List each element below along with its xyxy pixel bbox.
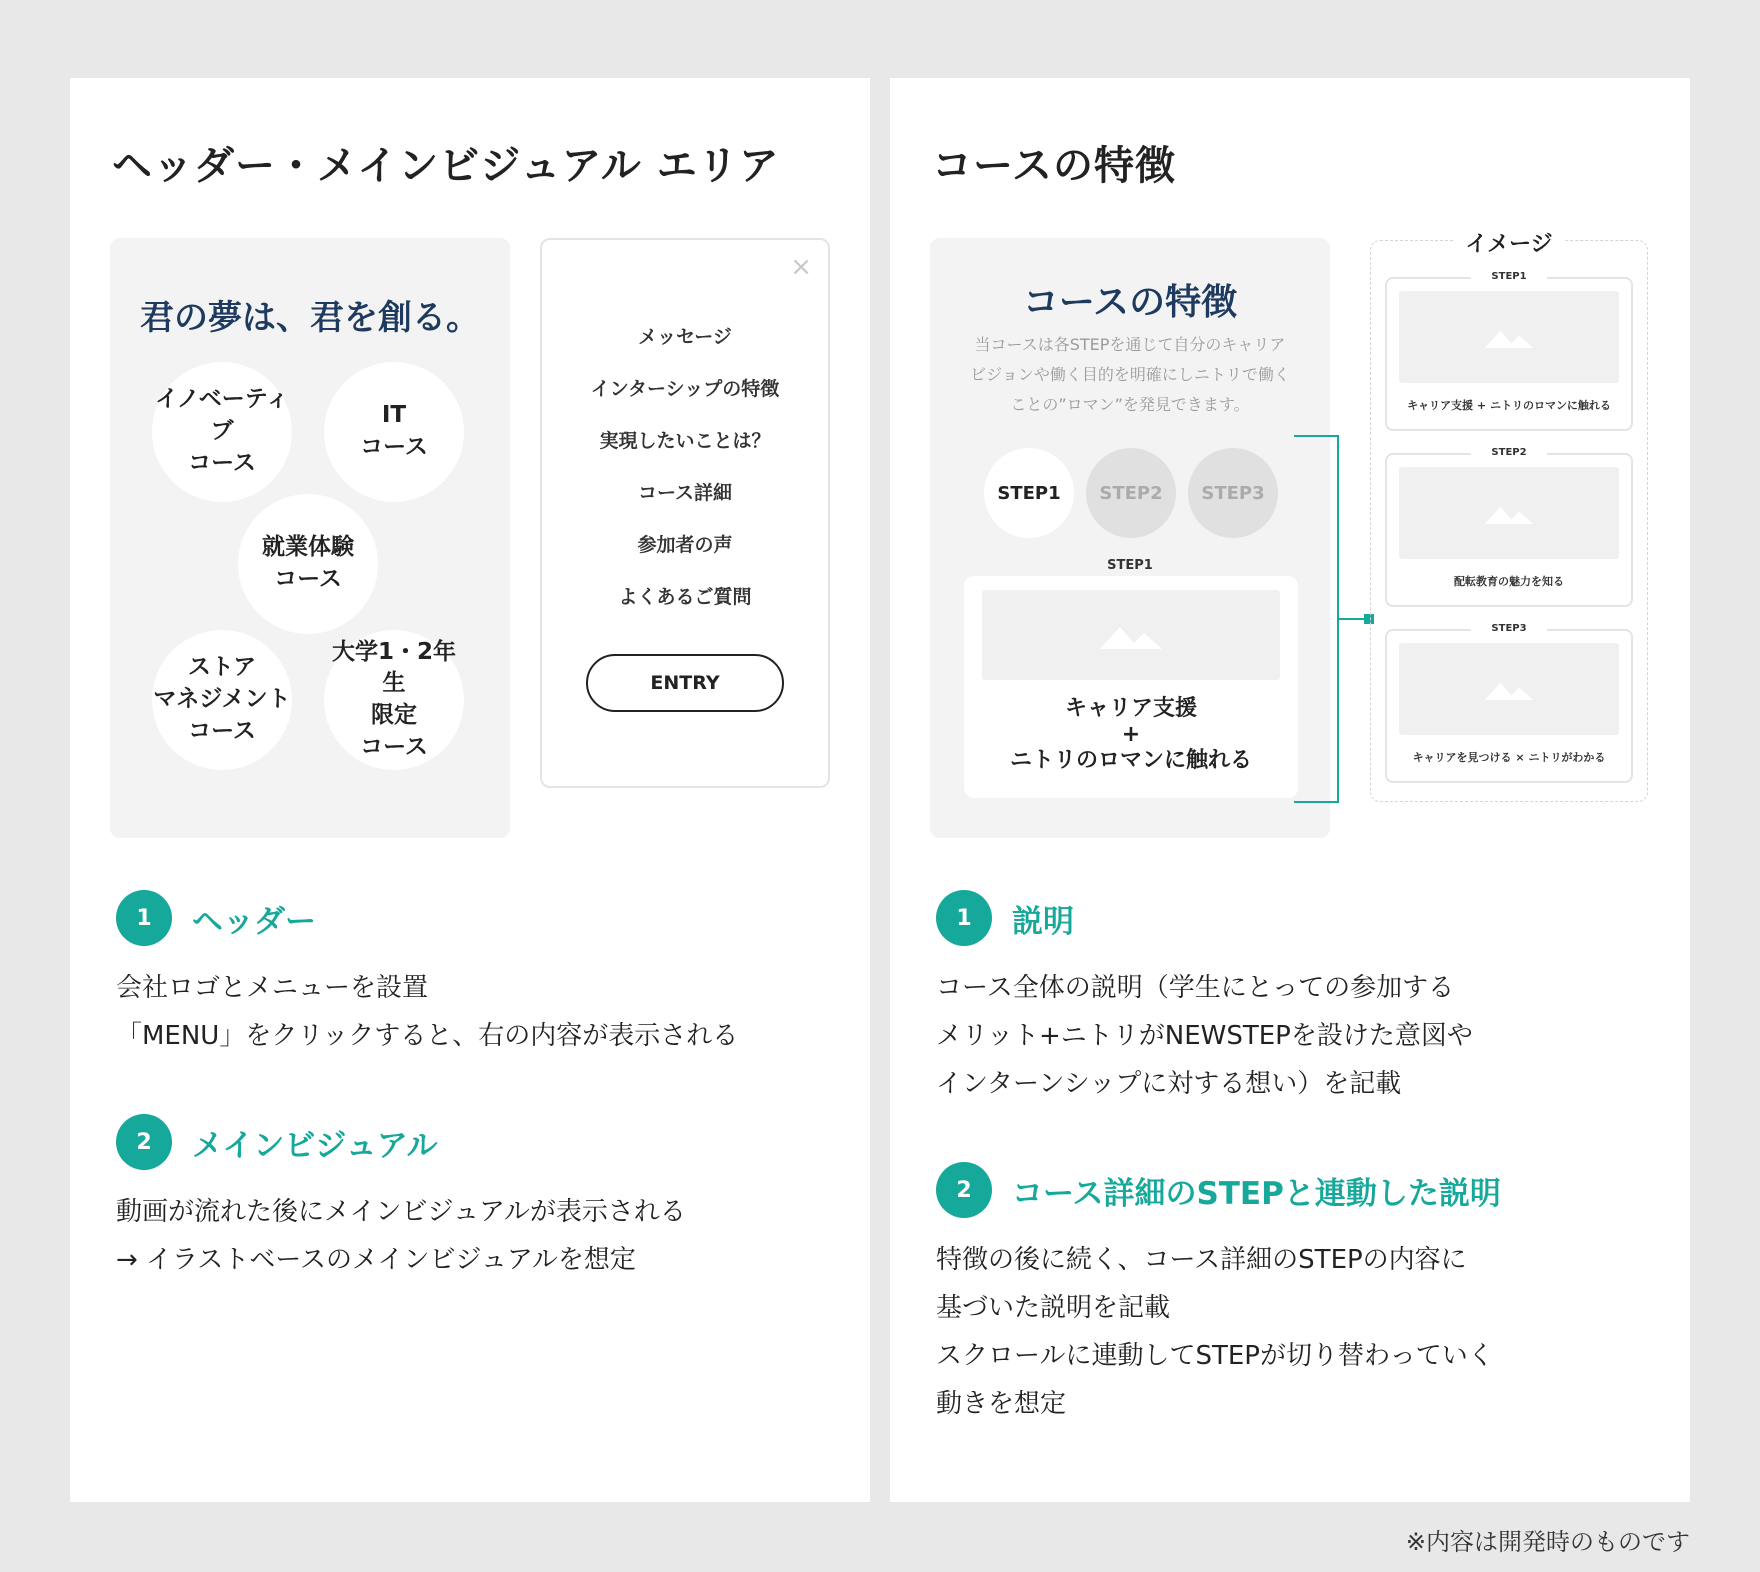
image-frame-label: イメージ (1453, 227, 1565, 258)
mountain-icon (1484, 502, 1534, 524)
header-main-visual-panel (70, 78, 870, 1502)
note-line: コース全体の説明（学生にとっての参加する (936, 973, 1455, 1003)
mountain-icon (1484, 678, 1534, 700)
mini-step-label: STEP3 (1471, 623, 1547, 634)
main-visual-mockup (110, 238, 510, 838)
course-circle-it[interactable]: IT コース (324, 362, 464, 502)
description-line: ビジョンや働く目的を明確にしニトリで働く (970, 365, 1290, 384)
step3-button[interactable]: STEP3 (1188, 448, 1278, 538)
detail-line: ニトリのロマンに触れる (1009, 748, 1252, 773)
note-heading-step-linked (936, 1162, 1501, 1218)
menu-item-course-details[interactable]: コース詳細 (637, 482, 733, 504)
menu-item-message[interactable]: メッセージ (638, 326, 732, 348)
course-circle-innovative[interactable]: イノベーティブ コース (152, 362, 292, 502)
footnote: ※内容は開発時のものです (1405, 1528, 1690, 1556)
number-badge: 2 (116, 1114, 172, 1170)
detail-line: + (1121, 722, 1141, 747)
note-body-header (116, 964, 738, 1060)
note-body-step-linked (936, 1236, 1494, 1428)
note-line: インターンシップに対する想い）を記載 (936, 1069, 1402, 1099)
menu-item-what-to-achieve[interactable]: 実現したいことは？ (599, 430, 771, 452)
feature-title: コースの特徴 (1022, 282, 1238, 323)
mini-step-label: STEP1 (1471, 271, 1547, 282)
note-title: メインビジュアル (192, 1127, 438, 1164)
menu-mockup (540, 238, 830, 788)
note-title: 説明 (1012, 903, 1074, 940)
note-line: → イラストベースのメインビジュアルを想定 (116, 1245, 636, 1275)
note-line: スクロールに連動してSTEPが切り替わっていく (936, 1341, 1494, 1371)
image-placeholder (1399, 643, 1619, 735)
image-placeholder (1399, 291, 1619, 383)
mountain-icon (1484, 326, 1534, 348)
image-reference-frame (1370, 232, 1648, 802)
note-body-description (936, 964, 1473, 1108)
note-line: 動きを想定 (936, 1389, 1067, 1419)
menu-item-faq[interactable]: よくあるご質問 (618, 586, 752, 608)
course-circle-work-experience[interactable]: 就業体験 コース (238, 494, 378, 634)
close-icon[interactable]: × (790, 252, 812, 282)
note-line: 会社ロゴとメニューを設置 (116, 973, 429, 1003)
image-placeholder (1399, 467, 1619, 559)
mountain-icon (1100, 621, 1162, 649)
note-line: 基づいた説明を記載 (936, 1293, 1171, 1323)
note-line: メリット+ニトリがNEWSTEPを設けた意図や (936, 1021, 1473, 1051)
entry-button[interactable]: ENTRY (586, 654, 784, 712)
menu-item-participant-voices[interactable]: 参加者の声 (637, 534, 733, 556)
step-detail-text (964, 696, 1298, 774)
note-heading-header (116, 890, 316, 946)
image-card-step2 (1385, 447, 1633, 607)
number-badge: 1 (116, 890, 172, 946)
step2-button[interactable]: STEP2 (1086, 448, 1176, 538)
step1-button[interactable]: STEP1 (984, 448, 1074, 538)
note-line: 特徴の後に続く、コース詳細のSTEPの内容に (936, 1245, 1467, 1275)
course-features-mockup (930, 238, 1330, 838)
number-badge: 1 (936, 890, 992, 946)
mini-caption: キャリア支援 + ニトリのロマンに触れる (1407, 399, 1611, 412)
note-title: ヘッダー (192, 903, 316, 940)
mini-caption: キャリアを見つける × ニトリがわかる (1412, 751, 1606, 764)
number-badge: 2 (936, 1162, 992, 1218)
image-placeholder (982, 590, 1280, 680)
current-step-label: STEP1 (1107, 558, 1153, 573)
mini-step-label: STEP2 (1471, 447, 1547, 458)
panel-title: コースの特徴 (932, 143, 1176, 189)
description-line: ことの”ロマン”を発見できます。 (1010, 395, 1250, 414)
note-heading-description (936, 890, 1074, 946)
panel-title: ヘッダー・メインビジュアル エリア (112, 143, 780, 189)
course-features-panel (890, 78, 1690, 1502)
course-circle-university-limited[interactable]: 大学1・2年生 限定 コース (324, 630, 464, 770)
note-line: 「MENU」をクリックすると、右の内容が表示される (116, 1021, 739, 1051)
note-title: コース詳細のSTEPと連動した説明 (1012, 1175, 1501, 1212)
bracket-connector-icon (1294, 434, 1374, 804)
description-line: 当コースは各STEPを通じて自分のキャリア (974, 335, 1286, 354)
note-body-main-visual (116, 1188, 686, 1284)
detail-line: キャリア支援 (1064, 696, 1197, 721)
mini-caption: 配転教育の魅力を知る (1454, 575, 1564, 588)
main-visual-catchphrase: 君の夢は、君を創る。 (140, 298, 480, 338)
note-line: 動画が流れた後にメインビジュアルが表示される (116, 1197, 686, 1227)
feature-description (960, 330, 1300, 420)
note-heading-main-visual (116, 1114, 438, 1170)
course-circle-store-management[interactable]: ストア マネジメント コース (152, 630, 292, 770)
image-card-step1 (1385, 271, 1633, 431)
menu-item-internship-features[interactable]: インターシップの特徴 (590, 378, 780, 400)
step-detail-card (964, 576, 1298, 798)
image-card-step3 (1385, 623, 1633, 783)
